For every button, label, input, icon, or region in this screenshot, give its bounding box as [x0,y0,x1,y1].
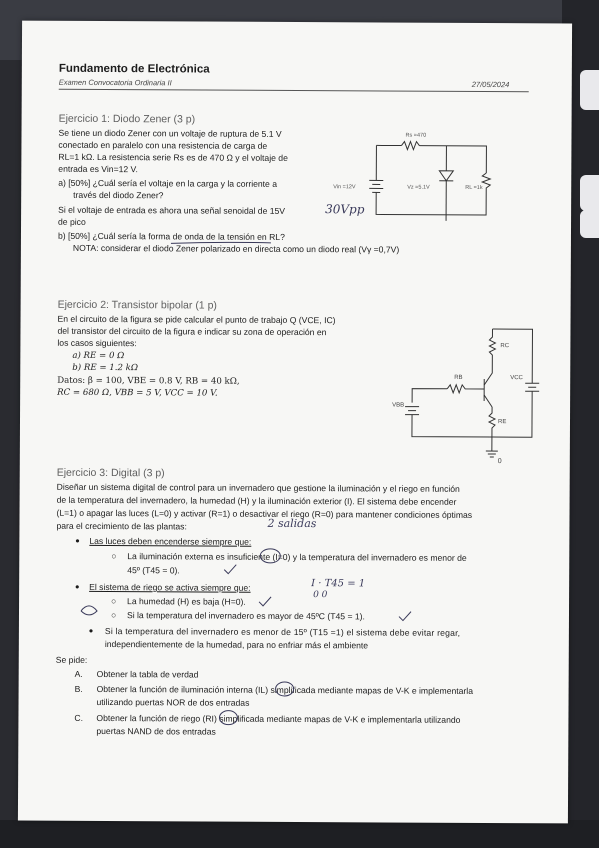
circle-bullet-icon: ○ [111,551,117,562]
ex3-label-a: A. [74,668,83,679]
circle-bullet-icon: ○ [110,610,117,621]
check-mark-icon [224,565,236,574]
ex1-handwritten-note: 30Vpp [325,202,365,217]
ex3-bullet1a: La iluminación externa es insuficiente (I=0) y la temperatura del invernadero es menor de [127,551,467,563]
ex3-task-c-cont: puertas NAND de dos entradas [96,725,216,737]
ex2-data1: Datos: β = 100, VBE = 0.8 V, RB = 40 kΩ, [57,375,240,387]
underline-mark [171,242,271,244]
check-mark-icon [259,597,271,606]
bullet-icon: • [88,623,94,638]
ex1-question-b: b) [50%] ¿Cuál sería la forma de onda de la tensión en RL? [57,230,285,242]
ex3-label-c: C. [74,712,84,723]
ex3-handwritten-outputs: 2 salidas [267,516,317,531]
rc-label: RC [500,343,510,350]
ex1-question-a-cont: través del diodo Zener? [73,189,164,201]
side-tab-middle[interactable] [580,175,599,211]
vcc-label: VCC [510,375,523,382]
circle-mark [276,682,294,696]
ex2-data2: RC = 680 Ω, VBB = 5 V, VCC = 10 V. [57,387,218,399]
rs-label: Rs =470 [405,132,427,139]
ex2-line3: los casos siguientes: [57,337,137,349]
ex3-para3: (L=1) o apagar las luces (L=0) y activar (R=1) o desactivar el riego (R=0) para mantener condiciones óptimas [56,507,473,520]
ex2-case-a: a) RE = 0 Ω [72,350,125,362]
ex3-task-b: Obtener la función de iluminación interna (IL) simplificada mediante mapas de V-K e implementarla [96,683,474,696]
ex3-handwritten-zeros: 0 0 [313,590,328,601]
ex3-bullet3: Si la temperatura del invernadero es menor de 15º (T15 =1) el sistema debe evitar regar, [104,626,461,638]
ex3-task-b-cont: utilizando puertas NOR de dos entradas [96,696,250,708]
ex1-line3: RL=1 kΩ. La resistencia serie Rs es de 470 Ω y el voltaje de [58,151,288,163]
ex3-label-b: B. [74,683,83,694]
ex3-para1: Diseñar un sistema digital de control para un invernadero que gestione la iluminación y el riego en función [56,481,460,494]
vin-label: Vin =12V [333,184,356,191]
circle-mark [219,711,237,725]
rl-label: RL =1k [465,184,483,191]
ex3-bullet2b: Si la temperatura del invernadero es mayor de 45ºC (T45 = 1). [126,610,365,622]
ex1-wave-line1: Si el voltaje de entrada es ahora una señal senoidal de 15V [58,204,286,216]
ex3-se-pide: Se pide: [55,654,88,665]
ex1-wave-line2: de pico [58,216,86,227]
ex2-title: Ejercicio 2: Transistor bipolar (1 p) [57,298,217,312]
exam-title: Fundamento de Electrónica [58,62,210,76]
ex3-bullet2: El sistema de riego se activa siempre que: [89,581,251,593]
ex3-task-c: Obtener la función de riego (RI) simplificada mediante mapas de V-K e implementarla utilizando [96,712,461,725]
ex3-bullet2a: La humedad (H) es baja (H=0). [127,596,246,607]
ex3-para2: de la temperatura del invernadero, la humedad (H) y la iluminación exterior (I). El sistema debe encender [56,494,457,507]
rb-label: RB [454,374,463,381]
ex1-line2: conectado en paralelo con una resistencia de carga de [58,139,268,151]
vbb-label: VBB [392,402,405,409]
exam-subtitle: Examen Convocatoria Ordinaria II [58,77,172,88]
ex1-note: NOTA: considerar el diodo Zener polarizado en directa como un diodo real (Vγ =0,7V) [72,242,400,255]
ex3-task-a: Obtener la tabla de verdad [96,668,199,680]
side-tab-lower[interactable] [580,210,599,238]
bullet-icon: • [75,533,80,548]
ex3-bullet3-cont: independientemente de la humedad, para no enfriar más el ambiente [104,639,369,651]
scribble-mark [81,606,97,615]
ex1-title: Ejercicio 1: Diodo Zener (3 p) [58,112,196,126]
circle-bullet-icon: ○ [111,596,117,607]
background-bottom [0,820,599,848]
side-tab-top[interactable] [580,70,599,110]
check-mark-icon [399,612,411,621]
circle-mark [260,549,280,563]
exam-date: 27/05/2024 [471,79,510,90]
handwritten-annotations [18,21,572,824]
ex3-title: Ejercicio 3: Digital (3 p) [56,466,165,480]
exam-paper [18,21,572,824]
ex3-handwritten-expr: I · T45 = 1 [311,578,366,590]
ex2-line2: del transistor del circuito de la figura e indicar su zona de operación en [57,325,327,338]
ex3-bullet1: Las luces deben encenderse siempre que: [89,535,252,547]
vz-label: Vz =5.1V [407,184,430,191]
ex1-question-a: a) [50%] ¿Cuál sería el voltaje en la carga y la corriente a [58,177,278,189]
ex3-para4: para el crecimiento de las plantas: [56,520,187,532]
ex1-line1: Se tiene un diodo Zener con un voltaje de ruptura de 5.1 V [58,127,282,139]
ex3-bullet1b: 45º (T45 = 0). [127,565,180,576]
ex2-line1: En el circuito de la figura se pide calcular el punto de trabajo Q (VCE, IC) [57,313,336,326]
ex2-case-b: b) RE = 1.2 kΩ [72,362,139,374]
ground-label: 0 [497,458,502,466]
bullet-icon: • [75,579,80,594]
ex1-line4: entrada es Vin=12 V. [58,163,138,175]
re-label: RE [497,419,507,426]
